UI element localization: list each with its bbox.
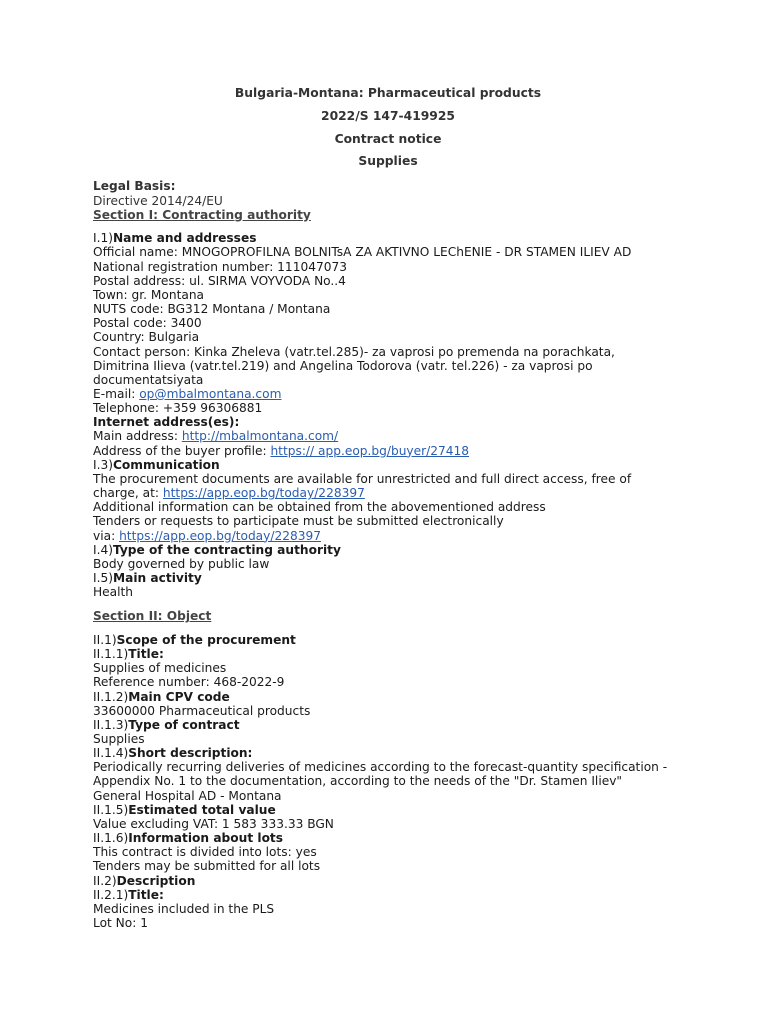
item-title: Name and addresses [112,231,257,246]
item-ii13 [93,718,693,732]
estimated-value: Value excluding VAT: 1 583 333.33 BGN [93,816,334,831]
lot-title-value: Medicines included in the PLS [93,901,275,916]
item-title: Main activity [112,571,202,586]
contract-notice-document [93,86,693,930]
tenders-submission: Tenders or requests to participate must be submitted electronically [93,514,504,529]
item-ii11 [93,647,693,661]
item-number: I.4) [93,542,113,557]
legal-basis-label: Legal Basis: [93,179,176,194]
item-title: Main CPV code [128,689,230,704]
legal-basis-value: Directive 2014/24/EU [93,193,223,208]
lot-number: Lot No: 1 [93,916,148,930]
item-number: I.5) [93,571,113,586]
contract-type-heading: Supplies [358,154,418,169]
item-ii14 [93,746,693,760]
telephone: Telephone: +359 96306881 [93,401,263,416]
town: Town: gr. Montana [93,287,205,302]
item-number: II.1.4) [93,746,129,761]
notice-number: 2022/S 147-419925 [321,108,455,123]
via-line [93,529,693,543]
cpv-code-value: 33600000 Pharmaceutical products [93,703,311,718]
item-title: Estimated total value [128,802,276,817]
docs-access-link[interactable]: https://app.eop.bg/today/228397 [162,486,365,501]
item-number: II.2) [93,873,117,888]
item-ii2 [93,874,693,888]
item-title: Type of contract [128,717,240,732]
item-ii12 [93,690,693,704]
main-address-link[interactable]: http://mbalmontana.com/ [181,429,339,444]
buyer-profile-label: Address of the buyer profile: [93,443,271,458]
via-label: via: [93,528,120,543]
email-link[interactable]: op@mbalmontana.com [139,386,282,401]
item-title: Scope of the procurement [116,632,296,647]
main-address-label: Main address: [93,429,182,444]
authority-type-value: Body governed by public law [93,556,270,571]
nuts-code: NUTS code: BG312 Montana / Montana [93,302,331,317]
item-number: II.1.5) [93,802,129,817]
short-description-value: Periodically recurring deliveries of medicines according to the forecast-quantity specification - Appendix No. 1 to the documentation, according to the needs of the "Dr. Stamen Iliev" General Hospital AD - Montana [93,760,668,803]
reference-number: Reference number: 468-2022-9 [93,675,285,690]
country: Country: Bulgaria [93,330,200,345]
contract-type-value: Supplies [93,731,145,746]
item-i1 [93,231,693,245]
postal-code: Postal code: 3400 [93,316,202,331]
item-title: Title: [128,887,164,902]
section-2-heading: Section II: Object [93,609,212,624]
item-number: II.1.1) [93,647,129,662]
item-title: Type of the contracting authority [112,542,341,557]
item-number: II.1.3) [93,717,129,732]
item-title: Communication [112,457,220,472]
item-i3 [93,458,693,472]
lots-divided: This contract is divided into lots: yes [93,845,317,860]
registration-number: National registration number: 111047073 [93,259,347,274]
item-ii15 [93,803,693,817]
item-number: II.1.6) [93,831,129,846]
postal-address: Postal address: ul. SIRMA VOYVODA No..4 [93,273,346,288]
additional-info: Additional information can be obtained from the abovementioned address [93,500,546,515]
section-1-heading: Section I: Contracting authority [93,207,311,222]
buyer-profile-link[interactable]: https:// app.eop.bg/buyer/27418 [270,443,470,458]
main-activity-value: Health [93,585,134,600]
item-ii1 [93,633,693,647]
contact-person: Contact person: Kinka Zheleva (vatr.tel.285)- za vaprosi po premenda na porachkata, Dimitrina Ilieva (vatr.tel.219) and Angelina Todorova (vatr. tel.226) - za vaprosi po documentatsiyata [93,344,615,387]
email-label: E-mail: [93,386,140,401]
item-ii21 [93,888,693,902]
item-number: II.2.1) [93,887,129,902]
title-value: Supplies of medicines [93,661,227,676]
item-number: I.1) [93,231,113,246]
item-ii16 [93,831,693,845]
item-title: Title: [128,647,164,662]
internet-addresses-title: Internet address(es): [93,415,240,430]
item-title: Description [116,873,196,888]
docs-access [93,472,673,500]
item-number: I.3) [93,457,113,472]
via-link[interactable]: https://app.eop.bg/today/228397 [119,528,321,543]
item-title: Information about lots [128,831,284,846]
item-i5 [93,571,693,585]
notice-title: Bulgaria-Montana: Pharmaceutical products [234,86,542,100]
item-title: Short description: [128,746,253,761]
official-name: Official name: MNOGOPROFILNA BOLNITsA ZA AKTIVNO LEChENIE - DR STAMEN ILIEV AD [93,245,632,260]
item-i4 [93,543,693,557]
item-number: II.1.2) [93,689,129,704]
item-number: II.1) [93,632,117,647]
main-address-line [93,429,693,443]
docs-access-text: The procurement documents are available for unrestricted and full direct access, free of charge, at: [93,471,632,501]
email-line [93,387,693,401]
buyer-profile-line [93,444,693,458]
notice-type: Contract notice [334,131,442,146]
lots-submission: Tenders may be submitted for all lots [93,859,321,874]
